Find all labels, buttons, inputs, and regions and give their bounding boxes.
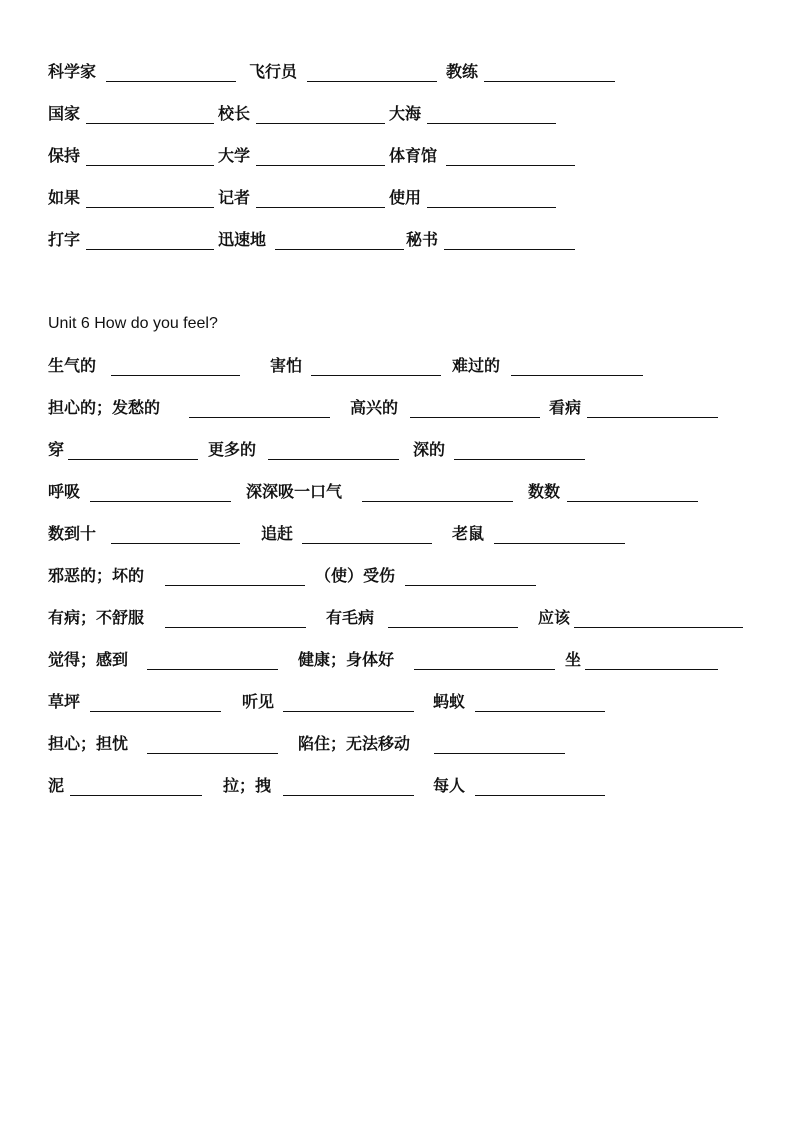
answer-blank[interactable] [475,795,605,796]
unit-6-heading: Unit 6 How do you feel? [48,315,218,332]
term-label: 深的 [413,440,446,459]
term-label: 更多的 [208,440,257,459]
term-label: 呼吸 [48,482,81,501]
answer-blank[interactable] [90,501,231,502]
term-label: 秘书 [406,230,439,249]
term-label: 坐 [565,650,582,669]
answer-blank[interactable] [511,375,643,376]
answer-blank[interactable] [147,669,278,670]
term-label: 体育馆 [389,146,438,165]
answer-blank[interactable] [68,459,198,460]
term-label: 听见 [242,692,275,711]
answer-blank[interactable] [106,81,236,82]
unit6-vocab-row [0,394,800,422]
answer-blank[interactable] [475,711,605,712]
answer-blank[interactable] [574,627,743,628]
term-label: 老鼠 [452,524,485,543]
term-label: 深深吸一口气 [246,482,343,501]
answer-blank[interactable] [567,501,698,502]
answer-blank[interactable] [410,417,540,418]
term-label: 有毛病 [326,608,375,627]
unit6-vocab-row [0,562,800,590]
term-label: 看病 [549,398,582,417]
term-label: 穿 [48,440,65,459]
term-label: 难过的 [452,356,501,375]
answer-blank[interactable] [256,207,385,208]
term-label: 邪恶的；坏的 [48,566,145,585]
answer-blank[interactable] [86,207,214,208]
term-label: 觉得；感到 [48,650,129,669]
answer-blank[interactable] [86,123,214,124]
answer-blank[interactable] [256,165,385,166]
answer-blank[interactable] [494,543,625,544]
term-label: 有病；不舒服 [48,608,145,627]
answer-blank[interactable] [311,375,441,376]
term-label: 草坪 [48,692,81,711]
unit6-vocab-row [0,772,800,800]
answer-blank[interactable] [585,669,718,670]
vocab-row [0,184,800,212]
vocab-row [0,226,800,254]
term-label: 数数 [528,482,561,501]
answer-blank[interactable] [111,543,240,544]
term-label: 科学家 [48,62,97,81]
term-label: 大学 [218,146,251,165]
answer-blank[interactable] [362,501,513,502]
term-label: 国家 [48,104,81,123]
unit6-vocab-row [0,646,800,674]
answer-blank[interactable] [86,165,214,166]
answer-blank[interactable] [484,81,615,82]
term-label: 担心；担忧 [48,734,129,753]
unit6-vocab-row [0,352,800,380]
answer-blank[interactable] [256,123,385,124]
unit6-vocab-row [0,730,800,758]
answer-blank[interactable] [427,207,556,208]
term-label: 使用 [389,188,422,207]
answer-blank[interactable] [283,795,414,796]
unit6-vocab-row [0,688,800,716]
answer-blank[interactable] [446,165,575,166]
term-label: （使）受伤 [315,566,396,585]
term-label: 每人 [433,776,466,795]
answer-blank[interactable] [454,459,585,460]
term-label: 陷住；无法移动 [298,734,411,753]
answer-blank[interactable] [388,627,518,628]
unit6-vocab-row [0,478,800,506]
answer-blank[interactable] [405,585,536,586]
answer-blank[interactable] [434,753,565,754]
term-label: 应该 [538,608,571,627]
term-label: 迅速地 [218,230,267,249]
term-label: 打字 [48,230,81,249]
term-label: 高兴的 [350,398,399,417]
term-label: 健康；身体好 [298,650,395,669]
vocab-row [0,58,800,86]
unit6-vocab-row [0,436,800,464]
term-label: 泥 [48,776,65,795]
answer-blank[interactable] [587,417,718,418]
vocab-row [0,100,800,128]
term-label: 教练 [446,62,479,81]
answer-blank[interactable] [444,249,575,250]
term-label: 数到十 [48,524,97,543]
answer-blank[interactable] [111,375,240,376]
term-label: 保持 [48,146,81,165]
term-label: 记者 [218,188,251,207]
term-label: 如果 [48,188,81,207]
term-label: 担心的；发愁的 [48,398,161,417]
answer-blank[interactable] [147,753,278,754]
term-label: 蚂蚁 [433,692,466,711]
answer-blank[interactable] [189,417,330,418]
answer-blank[interactable] [165,585,305,586]
unit6-vocab-row [0,604,800,632]
answer-blank[interactable] [427,123,556,124]
unit6-vocab-row [0,520,800,548]
answer-blank[interactable] [268,459,399,460]
term-label: 大海 [389,104,422,123]
term-label: 拉；拽 [223,776,272,795]
term-label: 校长 [218,104,251,123]
answer-blank[interactable] [90,711,221,712]
answer-blank[interactable] [283,711,414,712]
term-label: 飞行员 [249,62,298,81]
term-label: 追赶 [261,524,294,543]
answer-blank[interactable] [86,249,214,250]
term-label: 生气的 [48,356,97,375]
answer-blank[interactable] [414,669,555,670]
answer-blank[interactable] [302,543,432,544]
answer-blank[interactable] [307,81,437,82]
answer-blank[interactable] [165,627,306,628]
term-label: 害怕 [270,356,303,375]
vocab-row [0,142,800,170]
answer-blank[interactable] [275,249,404,250]
answer-blank[interactable] [70,795,202,796]
